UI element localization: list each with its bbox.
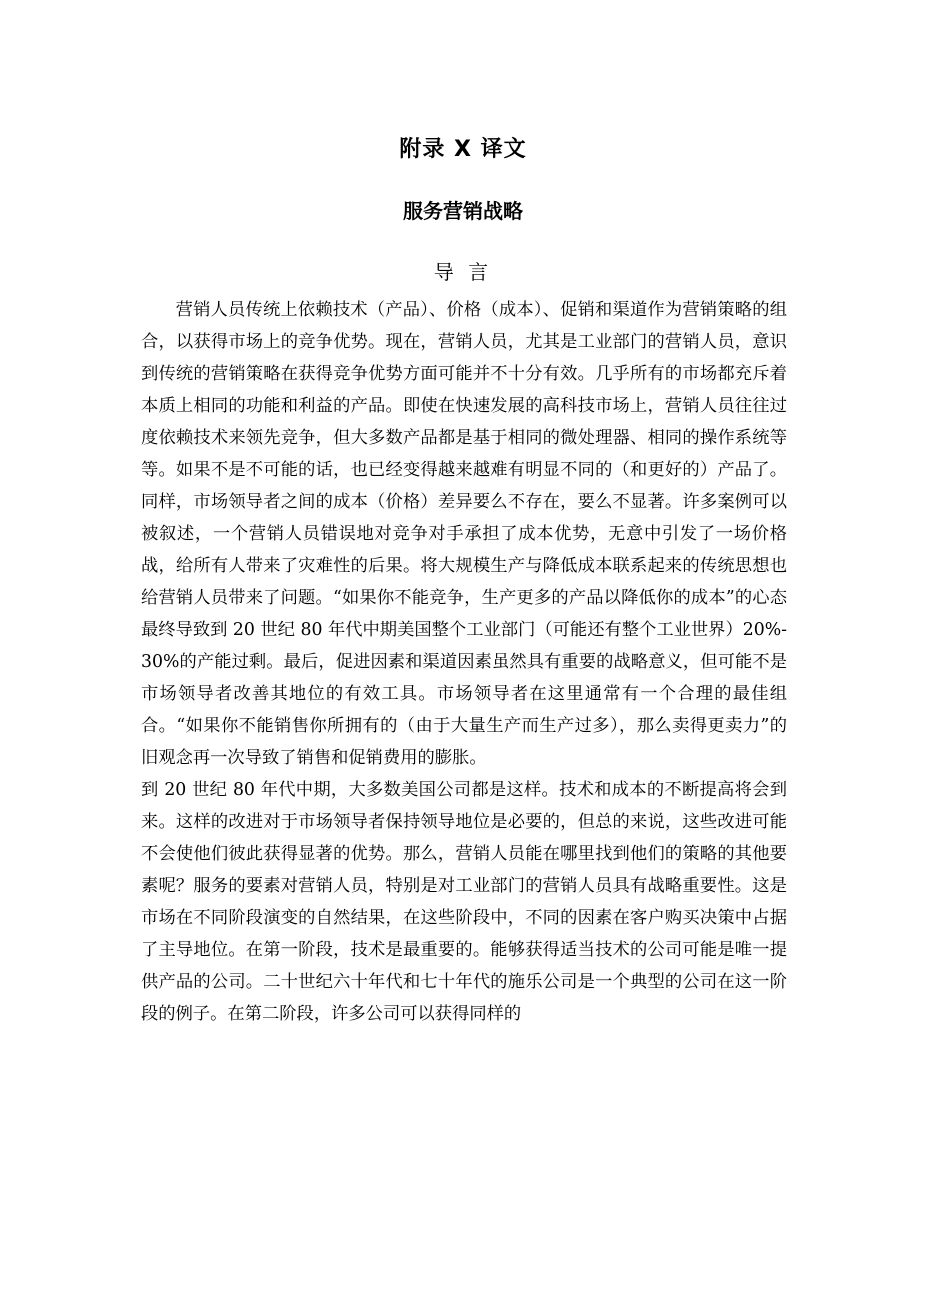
- document-title: 服务营销战略: [403, 199, 523, 223]
- body-text: [141, 294, 787, 1030]
- paragraph: 到 20 世纪 80 年代中期，大多数美国公司都是这样。技术和成本的不断提高将会到来。这样的改进对于市场领导者保持领导地位是必要的，但总的来说，这些改进可能不会使他们彼此获得显著的优势。那么，营销人员能在哪里找到他们的策略的其他要素呢？服务的要素对营销人员，特别是对工业部门的营销人员具有战略重要性。这是市场在不同阶段演变的自然结果，在这些阶段中，不同的因素在客户购买决策中占据了主导地位。在第一阶段，技术是最重要的。能够获得适当技术的公司可能是唯一提供产品的公司。二十世纪六十年代和七十年代的施乐公司是一个典型的公司在这一阶段的例子。在第二阶段，许多公司可以获得同样的: [141, 780, 787, 1024]
- appendix-title: 附录 X 译文: [399, 137, 527, 162]
- paragraph: 营销人员传统上依赖技术（产品）、价格（成本）、促销和渠道作为营销策略的组合，以获得市场上的竞争优势。现在，营销人员，尤其是工业部门的营销人员，意识到传统的营销策略在获得竞争优势方面可能并不十分有效。几乎所有的市场都充斥着本质上相同的功能和利益的产品。即使在快速发展的高科技市场上，营销人员往往过度依赖技术来领先竞争，但大多数产品都是基于相同的微处理器、相同的操作系统等等。如果不是不可能的话，也已经变得越来越难有明显不同的（和更好的）产品了。同样，市场领导者之间的成本（价格）差异要么不存在，要么不显著。许多案例可以被叙述，一个营销人员错误地对竞争对手承担了成本优势，无意中引发了一场价格战，给所有人带来了灾难性的后果。将大规模生产与降低成本联系起来的传统思想也给营销人员带来了问题。“如果你不能竞争，生产更多的产品以降低你的成本”的心态最终导致到 20 世纪 80 年代中期美国整个工业部门（可能还有整个工业世界）20%-30%的产能过剩。最后，促进因素和渠道因素虽然具有重要的战略意义，但可能不是市场领导者改善其地位的有效工具。市场领导者在这里通常有一个合理的最佳组合。“如果你不能销售你所拥有的（由于大量生产而生产过多），那么卖得更卖力”的旧观念再一次导致了销售和促销费用的膨胀。: [141, 300, 787, 768]
- section-heading: 导 言: [433, 260, 493, 284]
